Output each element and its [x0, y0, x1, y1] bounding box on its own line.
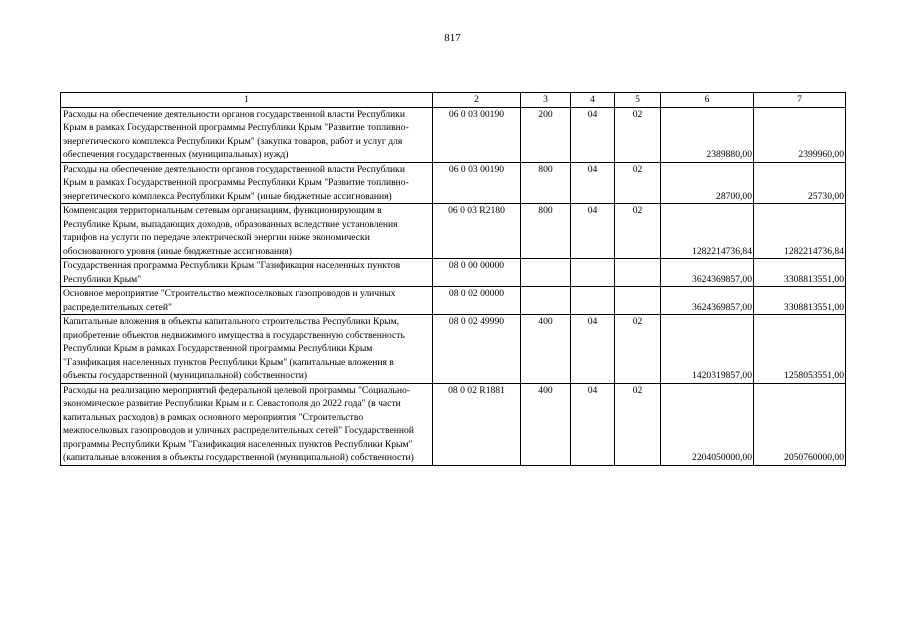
row-subsection: 02 — [615, 315, 661, 384]
budget-table — [60, 92, 846, 466]
row-section: 04 — [571, 204, 615, 259]
row-subsection: 02 — [615, 162, 661, 204]
row-section: 04 — [571, 383, 615, 465]
page-number: 817 — [444, 32, 461, 44]
table-row — [61, 107, 846, 162]
row-amount-col7: 1282214736,84 — [754, 204, 846, 259]
row-expense-type: 800 — [521, 204, 571, 259]
row-section — [571, 287, 615, 315]
row-amount-col6: 3624369857,00 — [661, 287, 754, 315]
row-code: 08 0 00 00000 — [433, 259, 521, 287]
row-section: 04 — [571, 162, 615, 204]
table-row — [61, 383, 846, 465]
column-header: 3 — [521, 93, 571, 108]
row-description: Основное мероприятие "Строительство межпоселковых газопроводов и уличных распределительных сетей" — [61, 287, 433, 315]
row-section: 04 — [571, 107, 615, 162]
row-description: Капитальные вложения в объекты капитального строительства Республики Крым, приобретение объектов недвижимого имущества в государственную собственность Республики Крым в рамках Государственной программы Республики Крым "Газификация населенных пунктов Республики Крым" (капитальные вложения в объекты государственной (муниципальной) собственности) — [61, 315, 433, 384]
row-code: 06 0 03 R2180 — [433, 204, 521, 259]
row-expense-type: 200 — [521, 107, 571, 162]
row-amount-col6: 2389880,00 — [661, 107, 754, 162]
row-subsection — [615, 259, 661, 287]
row-amount-col6: 1282214736,84 — [661, 204, 754, 259]
table-row — [61, 204, 846, 259]
row-amount-col6: 28700,00 — [661, 162, 754, 204]
row-expense-type — [521, 287, 571, 315]
row-expense-type: 400 — [521, 315, 571, 384]
table-row — [61, 287, 846, 315]
row-amount-col7: 3308813551,00 — [754, 287, 846, 315]
row-amount-col6: 3624369857,00 — [661, 259, 754, 287]
table-row — [61, 315, 846, 384]
row-subsection: 02 — [615, 383, 661, 465]
row-description: Государственная программа Республики Крым "Газификация населенных пунктов Республики Крым" — [61, 259, 433, 287]
row-expense-type: 400 — [521, 383, 571, 465]
column-header: 6 — [661, 93, 754, 108]
row-code: 06 0 03 00190 — [433, 107, 521, 162]
row-amount-col7: 1258053551,00 — [754, 315, 846, 384]
row-amount-col7: 2050760000,00 — [754, 383, 846, 465]
row-section — [571, 259, 615, 287]
row-description: Расходы на обеспечение деятельности органов государственной власти Республики Крым в рамках Государственной программы Республики Крым "Развитие топливно-энергетического комплекса Республики Крым" (закупка товаров, работ и услуг для обеспечения государственных (муниципальных) нужд) — [61, 107, 433, 162]
row-amount-col7: 2399960,00 — [754, 107, 846, 162]
column-header: 5 — [615, 93, 661, 108]
row-amount-col7: 25730,00 — [754, 162, 846, 204]
row-expense-type — [521, 259, 571, 287]
row-description: Расходы на обеспечение деятельности органов государственной власти Республики Крым в рамках Государственной программы Республики Крым "Развитие топливно-энергетического комплекса Республики Крым" (иные бюджетные ассигнования) — [61, 162, 433, 204]
table-header-row — [61, 93, 846, 108]
row-code: 08 0 02 R1881 — [433, 383, 521, 465]
row-amount-col6: 1420319857,00 — [661, 315, 754, 384]
row-amount-col6: 2204050000,00 — [661, 383, 754, 465]
column-header: 2 — [433, 93, 521, 108]
column-header: 7 — [754, 93, 846, 108]
table-row — [61, 259, 846, 287]
row-code: 06 0 03 00190 — [433, 162, 521, 204]
row-code: 08 0 02 00000 — [433, 287, 521, 315]
column-header: 1 — [61, 93, 433, 108]
row-amount-col7: 3308813551,00 — [754, 259, 846, 287]
row-description: Расходы на реализацию мероприятий федеральной целевой программы "Социально-экономическое развитие Республики Крым и г. Севастополя до 2022 года" (в части капитальных расходов) в рамках основного мероприятия "Строительство межпоселковых газопроводов и уличных распределительных сетей" Государственной программы Республики Крым "Газификация населенных пунктов Республики Крым" (капитальные вложения в объекты государственной (муниципальной) собственности) — [61, 383, 433, 465]
row-subsection — [615, 287, 661, 315]
row-expense-type: 800 — [521, 162, 571, 204]
column-header: 4 — [571, 93, 615, 108]
table-row — [61, 162, 846, 204]
row-subsection: 02 — [615, 204, 661, 259]
row-description: Компенсация территориальным сетевым организациям, функционирующим в Республике Крым, выпадающих доходов, образованных вследствие установления тарифов на услуги по передаче электрической энергии ниже экономически обоснованного уровня (иные бюджетные ассигнования) — [61, 204, 433, 259]
row-section: 04 — [571, 315, 615, 384]
row-code: 08 0 02 49990 — [433, 315, 521, 384]
row-subsection: 02 — [615, 107, 661, 162]
